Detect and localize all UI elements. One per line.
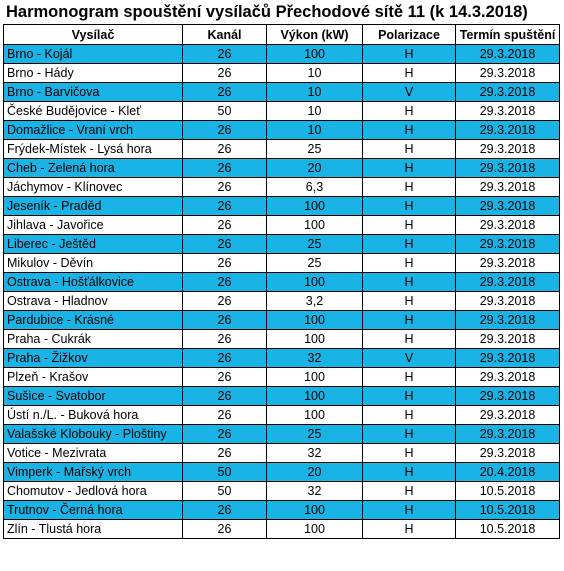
table-row	[4, 387, 560, 406]
cell-power: 10	[267, 83, 363, 102]
cell-channel: 26	[183, 425, 267, 444]
cell-launch-date: 29.3.2018	[456, 121, 560, 140]
cell-polarization: V	[363, 349, 456, 368]
cell-channel: 26	[183, 64, 267, 83]
cell-channel: 26	[183, 216, 267, 235]
cell-channel: 50	[183, 102, 267, 121]
cell-transmitter: Trutnov - Černá hora	[4, 501, 183, 520]
cell-power: 6,3	[267, 178, 363, 197]
cell-transmitter: Ostrava - Hošťálkovice	[4, 273, 183, 292]
cell-launch-date: 29.3.2018	[456, 197, 560, 216]
cell-polarization: H	[363, 216, 456, 235]
column-header-channel: Kanál	[183, 25, 267, 45]
cell-transmitter: Jáchymov - Klínovec	[4, 178, 183, 197]
cell-power: 20	[267, 463, 363, 482]
cell-polarization: H	[363, 387, 456, 406]
table-row	[4, 64, 560, 83]
cell-transmitter: Brno - Hády	[4, 64, 183, 83]
cell-transmitter: Chomutov - Jedlová hora	[4, 482, 183, 501]
cell-polarization: H	[363, 501, 456, 520]
table-row	[4, 501, 560, 520]
cell-launch-date: 29.3.2018	[456, 235, 560, 254]
cell-channel: 26	[183, 140, 267, 159]
cell-polarization: H	[363, 425, 456, 444]
cell-polarization: H	[363, 463, 456, 482]
cell-transmitter: Jihlava - Javořice	[4, 216, 183, 235]
cell-transmitter: Brno - Kojál	[4, 45, 183, 64]
cell-channel: 26	[183, 501, 267, 520]
cell-power: 100	[267, 520, 363, 539]
cell-channel: 26	[183, 45, 267, 64]
cell-power: 10	[267, 64, 363, 83]
cell-channel: 26	[183, 368, 267, 387]
header-row	[4, 25, 560, 45]
cell-polarization: H	[363, 482, 456, 501]
cell-power: 100	[267, 216, 363, 235]
cell-transmitter: Sušice - Svatobor	[4, 387, 183, 406]
cell-transmitter: Pardubice - Krásné	[4, 311, 183, 330]
cell-polarization: H	[363, 178, 456, 197]
cell-launch-date: 29.3.2018	[456, 273, 560, 292]
cell-polarization: H	[363, 45, 456, 64]
table-row	[4, 197, 560, 216]
cell-polarization: H	[363, 406, 456, 425]
cell-transmitter: Mikulov - Děvín	[4, 254, 183, 273]
table-row	[4, 311, 560, 330]
cell-transmitter: Ostrava - Hladnov	[4, 292, 183, 311]
cell-launch-date: 20.4.2018	[456, 463, 560, 482]
cell-channel: 26	[183, 292, 267, 311]
cell-transmitter: Frýdek-Místek - Lysá hora	[4, 140, 183, 159]
cell-channel: 50	[183, 482, 267, 501]
cell-channel: 26	[183, 121, 267, 140]
table-row	[4, 254, 560, 273]
cell-power: 100	[267, 311, 363, 330]
cell-power: 32	[267, 482, 363, 501]
transmitter-schedule-table	[3, 24, 560, 539]
table-row	[4, 292, 560, 311]
cell-launch-date: 29.3.2018	[456, 178, 560, 197]
cell-power: 100	[267, 330, 363, 349]
cell-transmitter: Liberec - Ještěd	[4, 235, 183, 254]
cell-polarization: H	[363, 292, 456, 311]
cell-power: 100	[267, 501, 363, 520]
table-header	[4, 25, 560, 45]
cell-polarization: H	[363, 159, 456, 178]
table-row	[4, 178, 560, 197]
cell-polarization: H	[363, 64, 456, 83]
cell-launch-date: 29.3.2018	[456, 425, 560, 444]
cell-transmitter: Vimperk - Mařský vrch	[4, 463, 183, 482]
table-row	[4, 140, 560, 159]
cell-transmitter: Cheb - Zelená hora	[4, 159, 183, 178]
cell-polarization: V	[363, 83, 456, 102]
cell-power: 20	[267, 159, 363, 178]
cell-transmitter: Ústí n./L. - Buková hora	[4, 406, 183, 425]
table-row	[4, 235, 560, 254]
table-row	[4, 121, 560, 140]
table-body	[4, 45, 560, 539]
table-row	[4, 349, 560, 368]
cell-channel: 26	[183, 387, 267, 406]
cell-launch-date: 29.3.2018	[456, 444, 560, 463]
cell-channel: 26	[183, 197, 267, 216]
cell-transmitter: Praha - Žižkov	[4, 349, 183, 368]
cell-transmitter: České Budějovice - Kleť	[4, 102, 183, 121]
cell-launch-date: 29.3.2018	[456, 311, 560, 330]
cell-channel: 26	[183, 178, 267, 197]
cell-channel: 50	[183, 463, 267, 482]
table-row	[4, 406, 560, 425]
cell-polarization: H	[363, 330, 456, 349]
cell-power: 100	[267, 387, 363, 406]
column-header-launch-date: Termín spuštění	[456, 25, 560, 45]
cell-power: 25	[267, 254, 363, 273]
cell-launch-date: 29.3.2018	[456, 83, 560, 102]
page-title: Harmonogram spouštění vysílačů Přechodové sítě 11 (k 14.3.2018)	[6, 3, 528, 21]
cell-channel: 26	[183, 444, 267, 463]
table-row	[4, 273, 560, 292]
cell-power: 100	[267, 197, 363, 216]
table-row	[4, 45, 560, 64]
table-row	[4, 368, 560, 387]
table-row	[4, 482, 560, 501]
cell-channel: 26	[183, 311, 267, 330]
cell-channel: 26	[183, 349, 267, 368]
cell-power: 100	[267, 273, 363, 292]
cell-polarization: H	[363, 140, 456, 159]
cell-channel: 26	[183, 235, 267, 254]
cell-polarization: H	[363, 368, 456, 387]
cell-power: 10	[267, 102, 363, 121]
cell-polarization: H	[363, 444, 456, 463]
cell-polarization: H	[363, 235, 456, 254]
cell-channel: 26	[183, 330, 267, 349]
cell-transmitter: Jeseník - Praděd	[4, 197, 183, 216]
cell-transmitter: Plzeň - Krašov	[4, 368, 183, 387]
column-header-power: Výkon (kW)	[267, 25, 363, 45]
cell-power: 100	[267, 45, 363, 64]
cell-launch-date: 29.3.2018	[456, 330, 560, 349]
column-header-transmitter: Vysílač	[4, 25, 183, 45]
cell-launch-date: 10.5.2018	[456, 520, 560, 539]
table-row	[4, 159, 560, 178]
table-row	[4, 463, 560, 482]
cell-transmitter: Zlín - Tlustá hora	[4, 520, 183, 539]
cell-power: 100	[267, 368, 363, 387]
cell-channel: 26	[183, 254, 267, 273]
cell-power: 10	[267, 121, 363, 140]
table-row	[4, 520, 560, 539]
table-row	[4, 216, 560, 235]
cell-polarization: H	[363, 520, 456, 539]
cell-launch-date: 10.5.2018	[456, 482, 560, 501]
cell-launch-date: 29.3.2018	[456, 292, 560, 311]
cell-polarization: H	[363, 102, 456, 121]
cell-transmitter: Votice - Mezivrata	[4, 444, 183, 463]
cell-launch-date: 10.5.2018	[456, 501, 560, 520]
cell-channel: 26	[183, 83, 267, 102]
cell-power: 25	[267, 425, 363, 444]
cell-polarization: H	[363, 273, 456, 292]
cell-launch-date: 29.3.2018	[456, 64, 560, 83]
table-row	[4, 102, 560, 121]
cell-power: 32	[267, 349, 363, 368]
cell-polarization: H	[363, 121, 456, 140]
cell-launch-date: 29.3.2018	[456, 368, 560, 387]
cell-launch-date: 29.3.2018	[456, 45, 560, 64]
cell-launch-date: 29.3.2018	[456, 159, 560, 178]
cell-launch-date: 29.3.2018	[456, 216, 560, 235]
cell-power: 25	[267, 140, 363, 159]
cell-channel: 26	[183, 273, 267, 292]
cell-transmitter: Domažlice - Vraní vrch	[4, 121, 183, 140]
table-row	[4, 330, 560, 349]
cell-polarization: H	[363, 197, 456, 216]
cell-launch-date: 29.3.2018	[456, 387, 560, 406]
cell-launch-date: 29.3.2018	[456, 254, 560, 273]
cell-channel: 26	[183, 406, 267, 425]
cell-power: 25	[267, 235, 363, 254]
cell-channel: 26	[183, 520, 267, 539]
cell-polarization: H	[363, 311, 456, 330]
cell-transmitter: Praha - Cukrák	[4, 330, 183, 349]
cell-power: 100	[267, 406, 363, 425]
cell-transmitter: Valašské Klobouky - Ploštiny	[4, 425, 183, 444]
cell-channel: 26	[183, 159, 267, 178]
cell-power: 32	[267, 444, 363, 463]
table-row	[4, 425, 560, 444]
table-row	[4, 444, 560, 463]
cell-launch-date: 29.3.2018	[456, 349, 560, 368]
cell-launch-date: 29.3.2018	[456, 406, 560, 425]
cell-transmitter: Brno - Barvičova	[4, 83, 183, 102]
cell-polarization: H	[363, 254, 456, 273]
column-header-polarization: Polarizace	[363, 25, 456, 45]
cell-power: 3,2	[267, 292, 363, 311]
cell-launch-date: 29.3.2018	[456, 140, 560, 159]
table-row	[4, 83, 560, 102]
cell-launch-date: 29.3.2018	[456, 102, 560, 121]
